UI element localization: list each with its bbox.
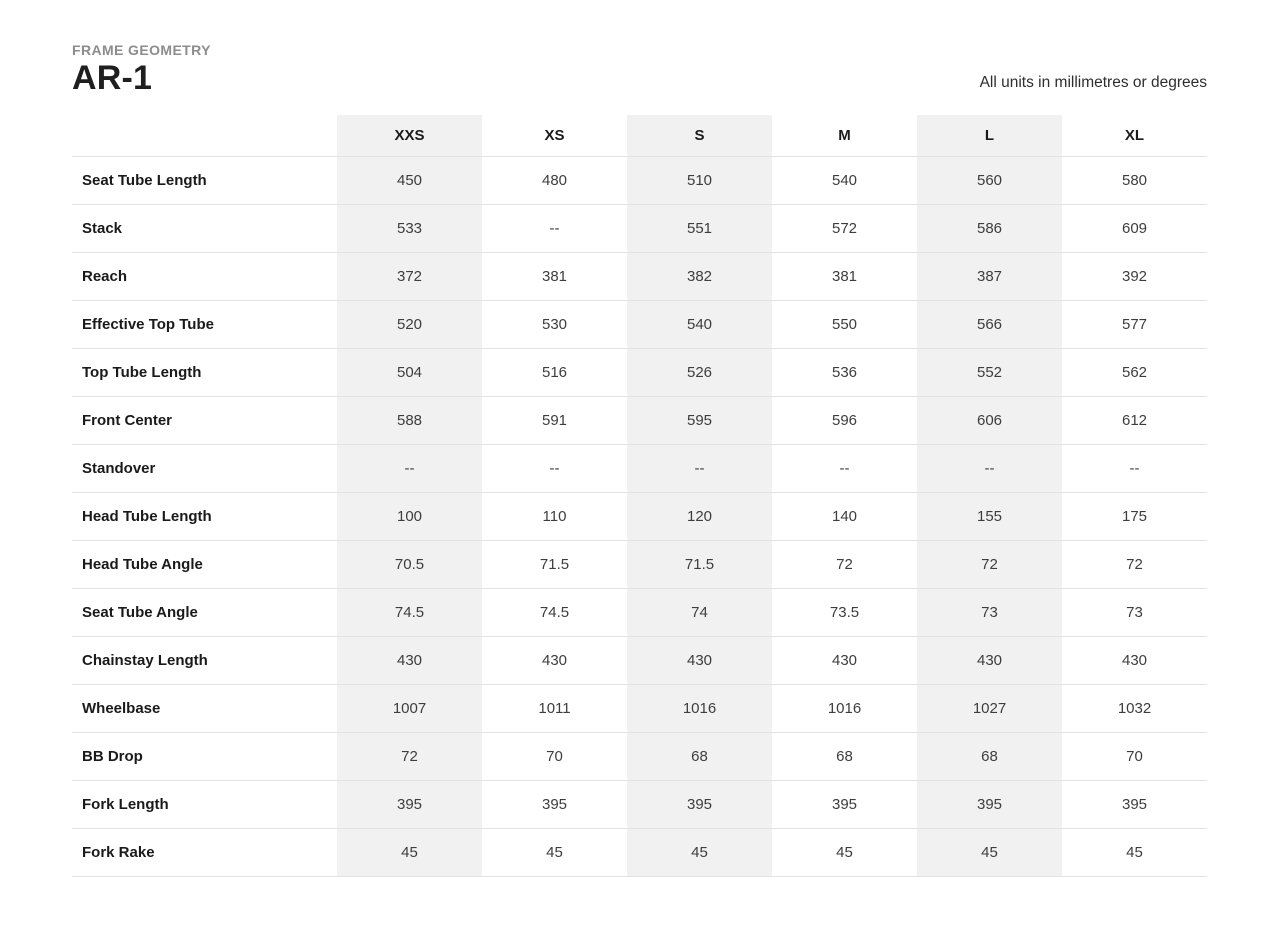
cell-value: 540 <box>772 157 917 205</box>
cell-value: 609 <box>1062 205 1207 253</box>
cell-value: 395 <box>1062 781 1207 829</box>
cell-value: 45 <box>627 829 772 877</box>
cell-value: 100 <box>337 493 482 541</box>
cell-value: 450 <box>337 157 482 205</box>
page-header <box>72 42 1207 97</box>
row-label: Seat Tube Length <box>72 157 337 205</box>
title-block <box>72 42 211 97</box>
size-header: XL <box>1062 115 1207 157</box>
cell-value: 1011 <box>482 685 627 733</box>
cell-value: 74 <box>627 589 772 637</box>
cell-value: 430 <box>1062 637 1207 685</box>
cell-value: 430 <box>337 637 482 685</box>
cell-value: 540 <box>627 301 772 349</box>
table-row <box>72 589 1207 637</box>
row-label: Top Tube Length <box>72 349 337 397</box>
row-label: Fork Rake <box>72 829 337 877</box>
cell-value: 480 <box>482 157 627 205</box>
cell-value: 73 <box>917 589 1062 637</box>
units-note: All units in millimetres or degrees <box>979 73 1207 91</box>
table-row <box>72 733 1207 781</box>
table-row <box>72 445 1207 493</box>
cell-value: 530 <box>482 301 627 349</box>
cell-value: 1007 <box>337 685 482 733</box>
cell-value: 1016 <box>627 685 772 733</box>
cell-value: 566 <box>917 301 1062 349</box>
cell-value: 45 <box>482 829 627 877</box>
cell-value: 71.5 <box>482 541 627 589</box>
cell-value: 586 <box>917 205 1062 253</box>
page-title: AR-1 <box>72 59 153 97</box>
cell-value: 595 <box>627 397 772 445</box>
cell-value: 606 <box>917 397 1062 445</box>
row-label: Seat Tube Angle <box>72 589 337 637</box>
cell-value: 1032 <box>1062 685 1207 733</box>
row-label: Reach <box>72 253 337 301</box>
cell-value: 1016 <box>772 685 917 733</box>
cell-value: 381 <box>772 253 917 301</box>
cell-value: 588 <box>337 397 482 445</box>
size-header: L <box>917 115 1062 157</box>
table-row <box>72 685 1207 733</box>
row-label: BB Drop <box>72 733 337 781</box>
cell-value: -- <box>482 445 627 493</box>
cell-value: 551 <box>627 205 772 253</box>
cell-value: 516 <box>482 349 627 397</box>
row-label: Stack <box>72 205 337 253</box>
cell-value: 70.5 <box>337 541 482 589</box>
cell-value: -- <box>337 445 482 493</box>
cell-value: 430 <box>627 637 772 685</box>
cell-value: 72 <box>917 541 1062 589</box>
cell-value: 596 <box>772 397 917 445</box>
row-label: Front Center <box>72 397 337 445</box>
cell-value: 572 <box>772 205 917 253</box>
cell-value: 155 <box>917 493 1062 541</box>
table-row <box>72 205 1207 253</box>
cell-value: 562 <box>1062 349 1207 397</box>
cell-value: 526 <box>627 349 772 397</box>
size-header: XS <box>482 115 627 157</box>
cell-value: 430 <box>772 637 917 685</box>
cell-value: 392 <box>1062 253 1207 301</box>
row-label: Effective Top Tube <box>72 301 337 349</box>
cell-value: 510 <box>627 157 772 205</box>
cell-value: 72 <box>1062 541 1207 589</box>
cell-value: 395 <box>627 781 772 829</box>
cell-value: 70 <box>482 733 627 781</box>
size-header: M <box>772 115 917 157</box>
cell-value: 120 <box>627 493 772 541</box>
cell-value: 45 <box>337 829 482 877</box>
cell-value: 72 <box>772 541 917 589</box>
section-eyebrow: FRAME GEOMETRY <box>72 42 211 58</box>
cell-value: 577 <box>1062 301 1207 349</box>
table-row <box>72 397 1207 445</box>
table-row <box>72 301 1207 349</box>
cell-value: 536 <box>772 349 917 397</box>
size-header-row <box>72 115 1207 157</box>
cell-value: 45 <box>772 829 917 877</box>
cell-value: 395 <box>772 781 917 829</box>
corner-cell <box>72 115 337 157</box>
cell-value: 381 <box>482 253 627 301</box>
cell-value: 74.5 <box>337 589 482 637</box>
cell-value: 552 <box>917 349 1062 397</box>
geometry-table-body <box>72 157 1207 877</box>
cell-value: 68 <box>772 733 917 781</box>
table-row <box>72 541 1207 589</box>
cell-value: 45 <box>1062 829 1207 877</box>
cell-value: 372 <box>337 253 482 301</box>
cell-value: 71.5 <box>627 541 772 589</box>
geometry-table-head <box>72 115 1207 157</box>
cell-value: 70 <box>1062 733 1207 781</box>
cell-value: 395 <box>917 781 1062 829</box>
cell-value: 73.5 <box>772 589 917 637</box>
cell-value: 430 <box>482 637 627 685</box>
table-row <box>72 637 1207 685</box>
row-label: Chainstay Length <box>72 637 337 685</box>
cell-value: 580 <box>1062 157 1207 205</box>
table-row <box>72 253 1207 301</box>
cell-value: -- <box>917 445 1062 493</box>
size-header: S <box>627 115 772 157</box>
row-label: Head Tube Length <box>72 493 337 541</box>
cell-value: 73 <box>1062 589 1207 637</box>
cell-value: 395 <box>482 781 627 829</box>
cell-value: 395 <box>337 781 482 829</box>
cell-value: -- <box>1062 445 1207 493</box>
cell-value: 520 <box>337 301 482 349</box>
geometry-table <box>72 115 1207 878</box>
cell-value: 68 <box>627 733 772 781</box>
cell-value: 68 <box>917 733 1062 781</box>
table-row <box>72 493 1207 541</box>
cell-value: 550 <box>772 301 917 349</box>
cell-value: 591 <box>482 397 627 445</box>
cell-value: 504 <box>337 349 482 397</box>
cell-value: 533 <box>337 205 482 253</box>
cell-value: 74.5 <box>482 589 627 637</box>
cell-value: 140 <box>772 493 917 541</box>
cell-value: -- <box>482 205 627 253</box>
table-row <box>72 829 1207 877</box>
cell-value: -- <box>772 445 917 493</box>
table-row <box>72 781 1207 829</box>
row-label: Fork Length <box>72 781 337 829</box>
table-row <box>72 349 1207 397</box>
cell-value: 110 <box>482 493 627 541</box>
row-label: Standover <box>72 445 337 493</box>
cell-value: 382 <box>627 253 772 301</box>
table-row <box>72 157 1207 205</box>
cell-value: -- <box>627 445 772 493</box>
size-header: XXS <box>337 115 482 157</box>
row-label: Head Tube Angle <box>72 541 337 589</box>
cell-value: 45 <box>917 829 1062 877</box>
row-label: Wheelbase <box>72 685 337 733</box>
cell-value: 1027 <box>917 685 1062 733</box>
cell-value: 175 <box>1062 493 1207 541</box>
cell-value: 387 <box>917 253 1062 301</box>
cell-value: 72 <box>337 733 482 781</box>
cell-value: 560 <box>917 157 1062 205</box>
cell-value: 430 <box>917 637 1062 685</box>
cell-value: 612 <box>1062 397 1207 445</box>
